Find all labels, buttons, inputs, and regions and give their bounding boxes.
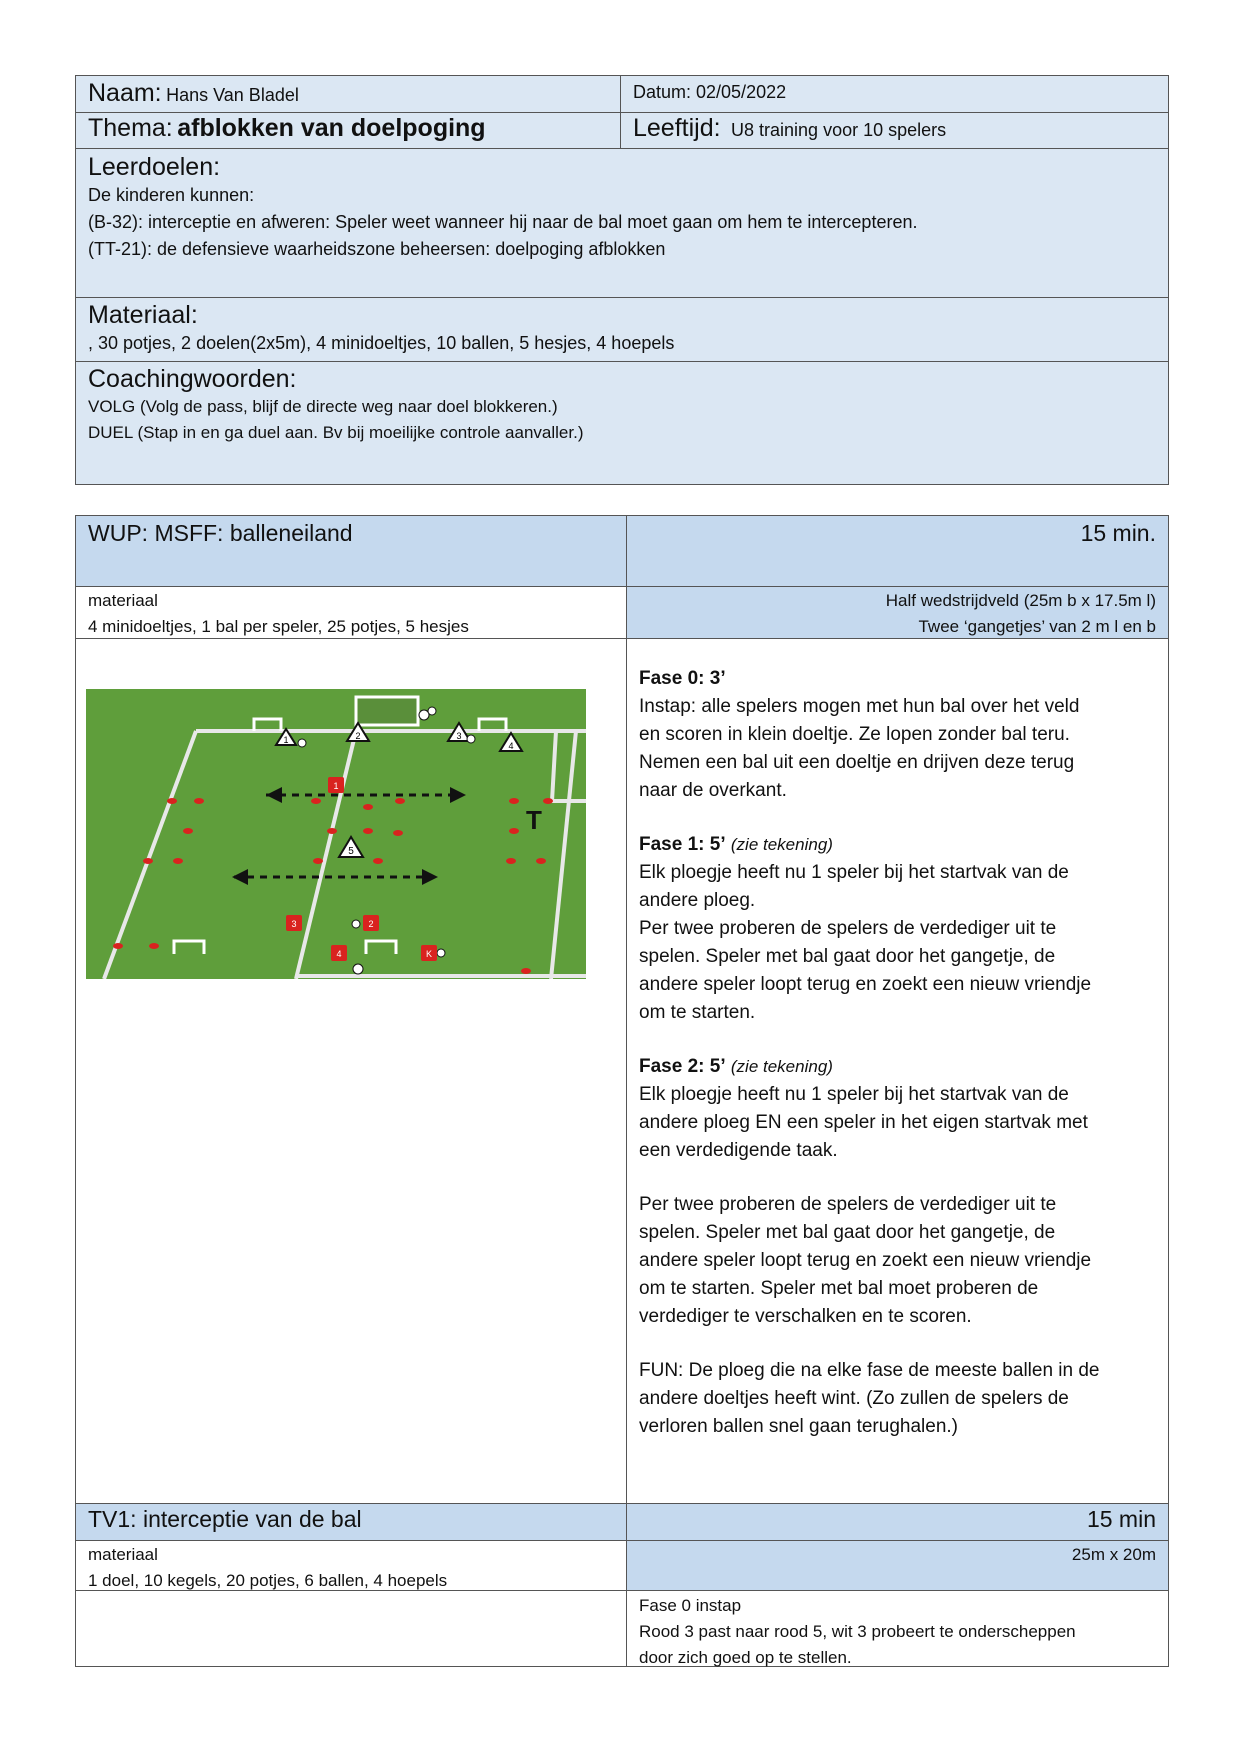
coaching-line: DUEL (Stap in en ga duel aan. Bv bij moeilijke controle aanvaller.) <box>88 423 584 442</box>
fase2b-line: verdediger te verschalken en te scoren. <box>639 1306 972 1327</box>
naam-label: Naam: <box>88 79 162 107</box>
fase1-note: (zie tekening) <box>730 835 833 854</box>
header-table <box>75 75 1169 485</box>
field-diagram <box>86 689 586 979</box>
tv1-fase0-title: Fase 0 instap <box>639 1596 742 1615</box>
thema-label: Thema: <box>88 114 173 142</box>
fun-line: verloren ballen snel gaan terughalen.) <box>639 1416 958 1437</box>
fun-line: andere doeltjes heeft wint. (Zo zullen de spelers de <box>639 1388 1069 1409</box>
player-shirt <box>363 915 379 931</box>
wup-veld-cell <box>626 587 1168 638</box>
fase0-line: Nemen een bal uit een doeltje en drijven deze terug <box>639 752 1075 773</box>
wup-description-cell <box>626 639 1168 1503</box>
wup-duration: 15 min. <box>626 516 1168 586</box>
wup-diagram-cell <box>76 639 626 1503</box>
svg-text:3: 3 <box>456 731 462 741</box>
fase1-line: andere speler loopt terug en zoekt een nieuw vriendje <box>639 974 1092 995</box>
fase0-line: Instap: alle spelers mogen met hun bal over het veld <box>639 696 1080 717</box>
materiaal-value: , 30 potjes, 2 doelen(2x5m), 4 minidoeltjes, 10 ballen, 5 hesjes, 4 hoepels <box>88 333 675 353</box>
fase1-line: Elk ploegje heeft nu 1 speler bij het startvak van de <box>639 862 1069 883</box>
name-date-row <box>76 76 1168 113</box>
fun-line: FUN: De ploeg die na elke fase de meeste ballen in de <box>639 1360 1100 1381</box>
session-table <box>75 515 1169 1667</box>
wup-veld-line: Twee ‘gangetjes’ van 2 m l en b <box>918 617 1156 636</box>
tv1-materiaal-value: 1 doel, 10 kegels, 20 potjes, 6 ballen, 4 hoepels <box>88 1571 448 1590</box>
materiaal-title: Materiaal: <box>88 301 198 329</box>
fase2b-line: Per twee proberen de spelers de verdediger uit te <box>639 1194 1057 1215</box>
tv1-veld: 25m x 20m <box>1071 1545 1156 1564</box>
player-shirt <box>286 915 302 931</box>
wup-title-row <box>76 516 1168 587</box>
wup-materiaal-row <box>76 587 1168 639</box>
player-shirt <box>328 777 344 793</box>
wup-materiaal-label: materiaal <box>88 591 158 610</box>
datum-cell <box>620 76 1168 112</box>
fase0-line: naar de overkant. <box>639 780 787 801</box>
svg-text:4: 4 <box>336 949 342 959</box>
fase2-title: Fase 2: 5’ <box>639 1056 726 1077</box>
svg-text:2: 2 <box>355 731 361 741</box>
wup-veld-line: Half wedstrijdveld (25m b x 17.5m l) <box>885 591 1156 610</box>
fase1-line: spelen. Speler met bal gaat door het gangetje, de <box>639 946 1056 967</box>
tv1-materiaal-label: materiaal <box>88 1545 158 1564</box>
tv1-materiaal-cell <box>76 1541 626 1590</box>
player-shirt <box>331 945 347 961</box>
tv1-fase0-line: Rood 3 past naar rood 5, wit 3 probeert te onderscheppen <box>639 1622 1076 1641</box>
coaching-title: Coachingwoorden: <box>88 365 297 393</box>
coaching-row <box>76 362 1168 484</box>
tv1-diagram-cell <box>76 1591 626 1666</box>
goal-icon <box>356 697 418 725</box>
leerdoelen-line: De kinderen kunnen: <box>88 185 255 205</box>
coaching-line: VOLG (Volg de pass, blijf de directe weg naar doel blokkeren.) <box>88 397 558 416</box>
fase2b-line: andere speler loopt terug en zoekt een nieuw vriendje <box>639 1250 1092 1271</box>
svg-text:5: 5 <box>348 846 354 857</box>
tv1-title: TV1: interceptie van de bal <box>76 1504 626 1540</box>
fase2b-line: spelen. Speler met bal gaat door het gangetje, de <box>639 1222 1056 1243</box>
leerdoelen-line: (TT-21): de defensieve waarheidszone beheersen: doelpoging afblokken <box>88 239 666 259</box>
wup-title: WUP: MSFF: balleneiland <box>76 516 626 586</box>
leerdoelen-line: (B-32): interceptie en afweren: Speler weet wanneer hij naar de bal moet gaan om hem te intercepteren. <box>88 212 918 232</box>
svg-text:3: 3 <box>291 919 297 929</box>
leerdoelen-row <box>76 149 1168 298</box>
wup-materiaal-value: 4 minidoeltjes, 1 bal per speler, 25 potjes, 5 hesjes <box>88 617 469 636</box>
leeftijd-label: Leeftijd: <box>633 114 721 142</box>
svg-text:K: K <box>425 949 433 959</box>
fase1-line: andere ploeg. <box>639 890 756 911</box>
leerdoelen-title: Leerdoelen: <box>88 153 221 181</box>
thema-row <box>76 113 1168 149</box>
fase0-line: en scoren in klein doeltje. Ze lopen zonder bal teru. <box>639 724 1070 745</box>
svg-text:1: 1 <box>333 781 339 791</box>
fase1-line: om te starten. <box>639 1002 756 1023</box>
thema-cell <box>76 113 620 148</box>
svg-text:1: 1 <box>283 735 289 745</box>
materiaal-row <box>76 298 1168 362</box>
fase0-title: Fase 0: 3’ <box>639 668 726 689</box>
leeftijd-value: U8 training voor 10 spelers <box>731 120 947 140</box>
trainer-letter: T <box>526 805 542 835</box>
player-shirt <box>421 945 437 961</box>
tv1-content-row <box>76 1591 1168 1666</box>
fase2-line: andere ploeg EN een speler in het eigen startvak met <box>639 1112 1088 1133</box>
thema-value: afblokken van doelpoging <box>177 114 486 142</box>
fase1-line: Per twee proberen de spelers de verdediger uit te <box>639 918 1057 939</box>
svg-text:4: 4 <box>508 741 514 751</box>
datum-text: Datum: 02/05/2022 <box>633 82 787 102</box>
wup-materiaal-cell <box>76 587 626 638</box>
wup-content-row <box>76 639 1168 1504</box>
tv1-title-row <box>76 1504 1168 1541</box>
fase2-line: Elk ploegje heeft nu 1 speler bij het startvak van de <box>639 1084 1069 1105</box>
naam-cell <box>76 76 620 112</box>
tv1-fase0-line: door zich goed op te stellen. <box>639 1648 852 1667</box>
tv1-description-cell <box>626 1591 1168 1666</box>
svg-text:2: 2 <box>368 919 374 929</box>
tv1-materiaal-row <box>76 1541 1168 1591</box>
leeftijd-cell <box>620 113 1168 148</box>
tv1-duration: 15 min <box>626 1504 1168 1540</box>
fase2-line: een verdedigende taak. <box>639 1140 838 1161</box>
fase1-title: Fase 1: 5’ <box>639 834 726 855</box>
naam-value: Hans Van Bladel <box>166 85 299 105</box>
fase2-note: (zie tekening) <box>730 1057 833 1076</box>
fase2b-line: om te starten. Speler met bal moet proberen de <box>639 1278 1039 1299</box>
tv1-veld-cell <box>626 1541 1168 1590</box>
